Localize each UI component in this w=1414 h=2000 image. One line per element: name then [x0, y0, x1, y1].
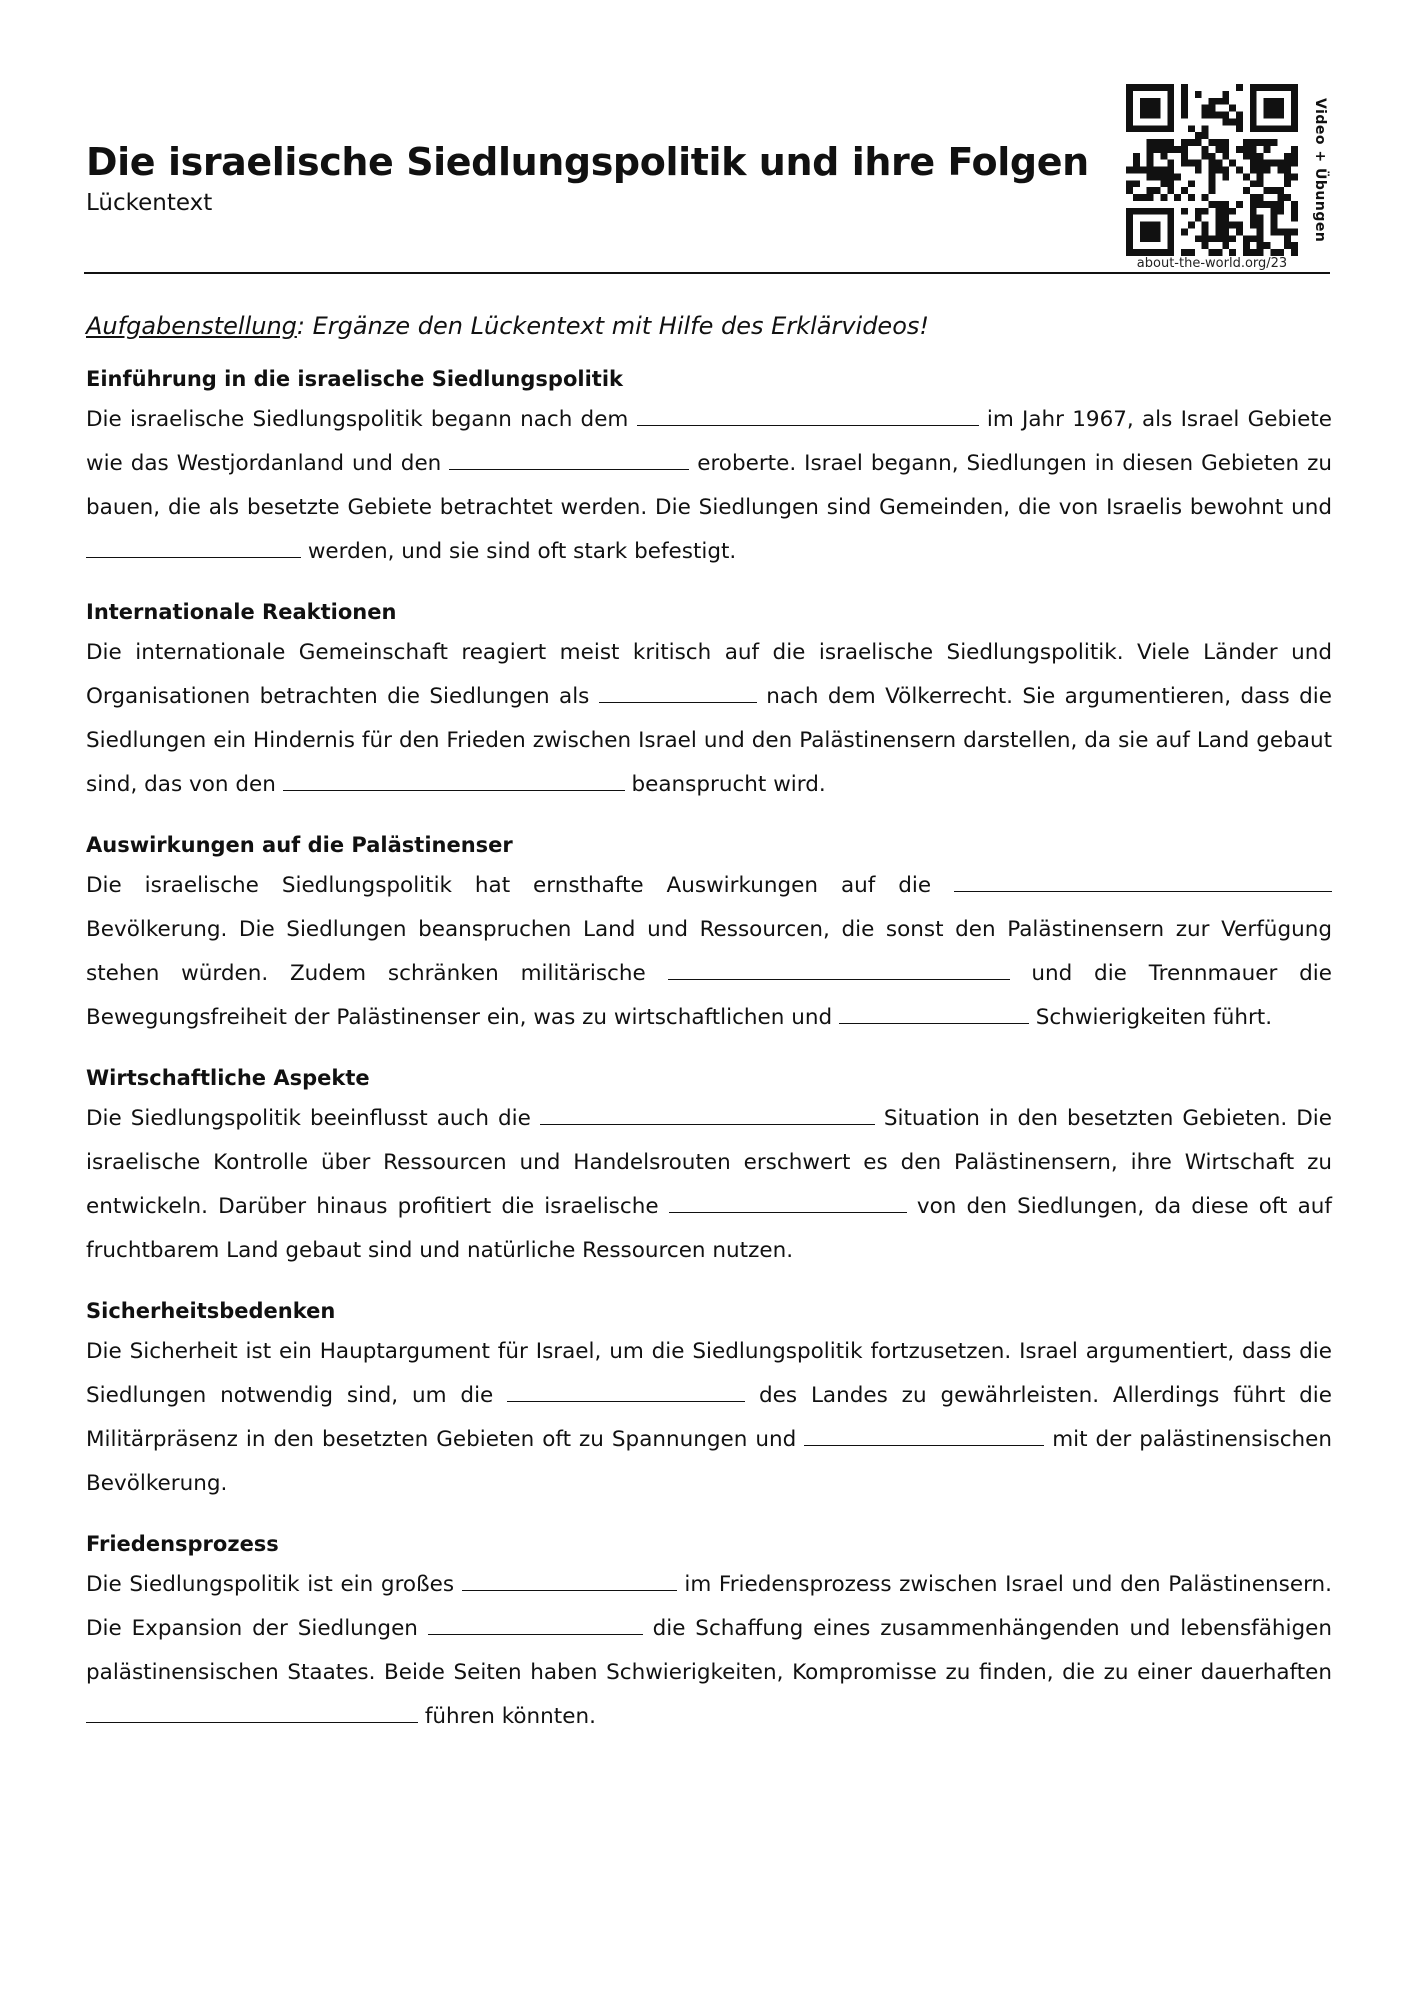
section-title: Friedensprozess: [86, 1532, 279, 1556]
text-fragment: Die israelische Siedlungspolitik begann nach dem: [86, 407, 637, 432]
task-label: Aufgabenstellung: [86, 312, 297, 340]
text-fragment: von den Siedlungen, da diese oft auf fruchtbarem Land gebaut sind und natürliche Ressourcen nutzen.: [86, 1194, 1332, 1263]
text-fragment: werden, und sie sind oft stark befestigt.: [301, 539, 737, 564]
blank-field[interactable]: [86, 538, 301, 558]
qr-side-label: Video + Übungen: [1312, 98, 1328, 243]
text-fragment: Die internationale Gemeinschaft reagiert meist kritisch auf die israelische Siedlungspolitik. Viele Länder und Organisationen betrachten die Siedlungen als: [86, 640, 1332, 709]
section-text: [86, 1097, 1332, 1273]
blank-field[interactable]: [86, 1703, 418, 1723]
section-text: [86, 1563, 1332, 1739]
text-fragment: eroberte. Israel begann, Siedlungen in diesen Gebieten zu bauen, die als besetzte Gebiete betrachtet werden. Die Siedlungen sind Gemeinden, die von Israelis bewohnt und: [86, 451, 1332, 520]
blank-field[interactable]: [599, 683, 757, 703]
text-fragment: Situation in den besetzten Gebieten. Die israelische Kontrolle über Ressourcen und Handelsrouten erschwert es den Palästinensern, ihre Wirtschaft zu entwickeln. Darüber hinaus profitiert die israelische: [86, 1106, 1332, 1219]
section-title: Wirtschaftliche Aspekte: [86, 1066, 370, 1090]
blank-field[interactable]: [669, 1193, 907, 1213]
blank-field[interactable]: [668, 960, 1010, 980]
worksheet-content: [86, 360, 1332, 1758]
text-fragment: Bevölkerung. Die Siedlungen beanspruchen Land und Ressourcen, die sonst den Palästinensern zur Verfügung stehen würden. Zudem schränken militärische: [86, 917, 1332, 986]
section-text: [86, 864, 1332, 1040]
text-fragment: beansprucht wird.: [624, 772, 826, 797]
blank-field[interactable]: [839, 1004, 1029, 1024]
qr-caption[interactable]: about-the-world.org/23: [1136, 256, 1288, 271]
text-fragment: Die israelische Siedlungspolitik hat ernsthafte Auswirkungen auf die: [86, 873, 954, 898]
task-instruction: [86, 312, 929, 340]
blank-field[interactable]: [462, 1571, 677, 1591]
page-subtitle: Lückentext: [86, 190, 213, 216]
text-fragment: und die Trennmauer die Bewegungsfreiheit der Palästinenser ein, was zu wirtschaftlichen und: [86, 961, 1332, 1030]
text-fragment: Die Siedlungspolitik ist ein großes: [86, 1572, 462, 1597]
section-text: [86, 1330, 1332, 1506]
blank-field[interactable]: [954, 872, 1332, 892]
task-text: : Ergänze den Lückentext mit Hilfe des Erklärvideos!: [296, 312, 930, 340]
text-fragment: die Schaffung eines zusammenhängenden und lebensfähigen palästinensischen Staates. Beide Seiten haben Schwierigkeiten, Kompromisse zu finden, die zu einer dauerhaften: [86, 1616, 1332, 1685]
blank-field[interactable]: [507, 1382, 745, 1402]
text-fragment: Schwierigkeiten führt.: [1028, 1005, 1273, 1030]
header-divider: [84, 272, 1330, 274]
section-title: Einführung in die israelische Siedlungspolitik: [86, 367, 623, 391]
section-text: [86, 631, 1332, 807]
blank-field[interactable]: [428, 1615, 643, 1635]
blank-field[interactable]: [637, 406, 979, 426]
page-title: Die israelische Siedlungspolitik und ihre Folgen: [86, 140, 1089, 184]
text-fragment: führen könnten.: [418, 1704, 596, 1729]
text-fragment: Die Sicherheit ist ein Hauptargument für Israel, um die Siedlungspolitik fortzusetzen. Israel argumentiert, dass die Siedlungen notwendig sind, um die: [86, 1339, 1332, 1408]
text-fragment: des Landes zu gewährleisten. Allerdings führt die Militärpräsenz in den besetzten Gebieten oft zu Spannungen und: [86, 1383, 1332, 1452]
text-fragment: im Jahr 1967, als Israel Gebiete wie das Westjordanland und den: [86, 407, 1332, 476]
text-fragment: im Friedensprozess zwischen Israel und den Palästinensern. Die Expansion der Siedlungen: [86, 1572, 1332, 1641]
text-fragment: nach dem Völkerrecht. Sie argumentieren, dass die Siedlungen ein Hindernis für den Frieden zwischen Israel und den Palästinensern darstellen, da sie auf Land gebaut sind, das von den: [86, 684, 1332, 797]
section-title: Auswirkungen auf die Palästinenser: [86, 833, 513, 857]
blank-field[interactable]: [449, 450, 689, 470]
section-text: [86, 398, 1332, 574]
text-fragment: Die Siedlungspolitik beeinflusst auch die: [86, 1106, 540, 1131]
blank-field[interactable]: [804, 1426, 1044, 1446]
qr-code[interactable]: [1126, 84, 1298, 256]
section-title: Internationale Reaktionen: [86, 600, 397, 624]
section-title: Sicherheitsbedenken: [86, 1299, 336, 1323]
text-fragment: mit der palästinensischen Bevölkerung.: [86, 1427, 1332, 1496]
blank-field[interactable]: [540, 1105, 875, 1125]
blank-field[interactable]: [283, 771, 625, 791]
